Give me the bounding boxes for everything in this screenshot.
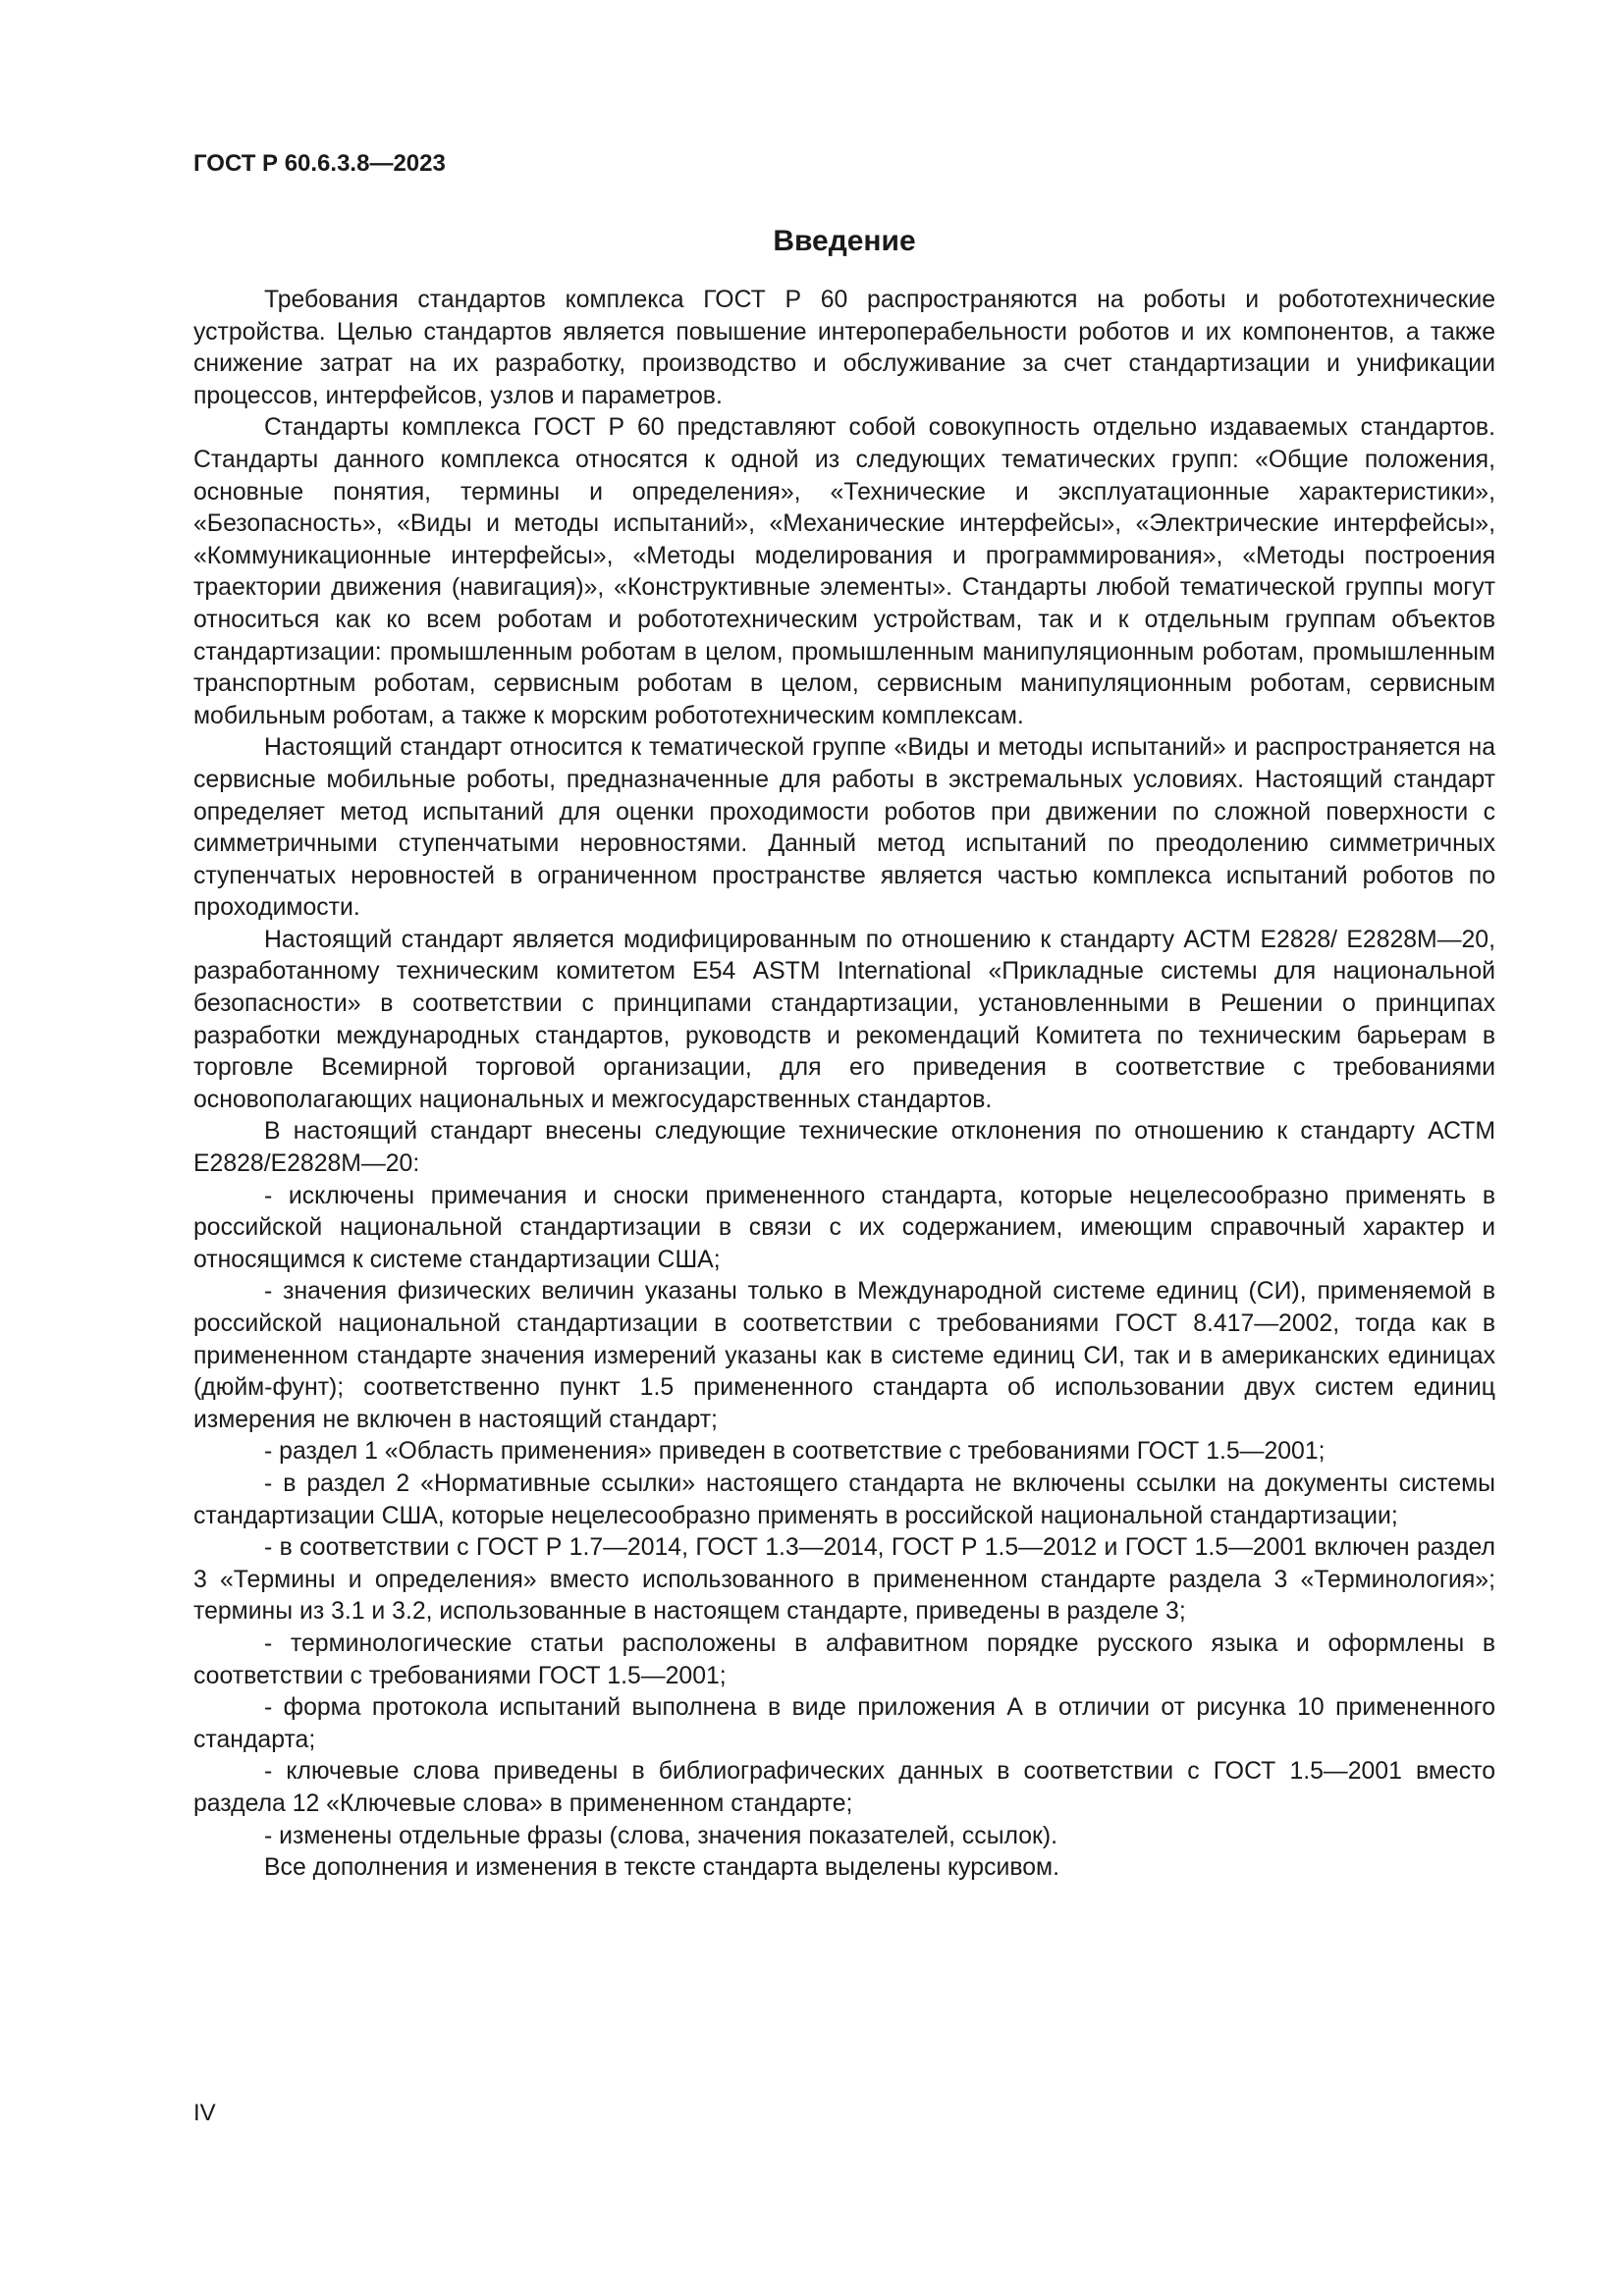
paragraph: Стандарты комплекса ГОСТ Р 60 представляют собой совокупность отдельно издаваемых стандартов. Стандарты данного комплекса относятся к одной из следующих тематических групп: «Общие положения, основные понятия, термины и определения», «Технические и эксплуатационные характеристики», «Безопасность», «Виды и методы испытаний», «Механические интерфейсы», «Электрические интерфейсы», «Коммуникационные интерфейсы», «Методы моделирования и программирования», «Методы построения траектории движения (навигация)», «Конструктивные элементы». Стандарты любой тематической группы могут относиться как ко всем роботам и робототехническим устройствам, так и к отдельным группам объектов стандартизации: промышленным роботам в целом, промышленным манипуляционным роботам, промышленным транспортным роботам, сервисным роботам в целом, сервисным манипуляционным роботам, сервисным мобильным роботам, а также к морским робототехническим комплексам. [193,414,1495,729]
paragraph: Настоящий стандарт относится к тематической группе «Виды и методы испытаний» и распространяется на сервисные мобильные роботы, предназначенные для работы в экстремальных условиях. Настоящий стандарт определяет метод испытаний для оценки проходимости роботов при движении по сложной поверхности с симметричными ступенчатыми неровностями. Данный метод испытаний по преодолению симметричных ступенчатых неровностей в ограниченном пространстве является частью комплекса испытаний роботов по проходимости. [193,734,1495,922]
section-title: Введение [773,225,916,257]
page-number: IV [193,2100,216,2126]
list-item: - исключены примечания и сноски примененного стандарта, которые нецелесообразно применять в российской национальной стандартизации в связи с их содержанием, имеющим справочный характер и относящимся к системе стандартизации США; [193,1182,1495,1273]
document-body [193,285,1495,1885]
paragraph: В настоящий стандарт внесены следующие технические отклонения по отношению к стандарту АСТМ Е2828/Е2828М—20: [193,1118,1495,1178]
list-item: - терминологические статьи расположены в алфавитном порядке русского языка и оформлены в соответствии с требованиями ГОСТ 1.5—2001; [193,1629,1495,1689]
paragraph: Все дополнения и изменения в тексте стандарта выделены курсивом. [264,1854,1059,1882]
list-item: - ключевые слова приведены в библиографических данных в соответствии с ГОСТ 1.5—2001 вместо раздела 12 «Ключевые слова» в примененном стандарте; [193,1758,1495,1817]
list-item: - изменены отдельные фразы (слова, значения показателей, ссылок). [264,1822,1058,1849]
standard-code-header: ГОСТ Р 60.6.3.8—2023 [193,150,446,177]
list-item: - раздел 1 «Область применения» приведен в соответствие с требованиями ГОСТ 1.5—2001; [264,1438,1326,1466]
paragraph: Настоящий стандарт является модифицированным по отношению к стандарту АСТМ Е2828/ Е2828М—20, разработанному техническим комитетом Е54 ASTM International «Прикладные системы для национальной безопасности» в соответствии с принципами стандартизации, установленными в Решении о принципах разработки международных стандартов, руководств и рекомендаций Комитета по техническим барьерам в торговле Всемирной торговой организации, для его приведения в соответствие с требованиями основополагающих национальных и межгосударственных стандартов. [193,926,1495,1113]
paragraph: Требования стандартов комплекса ГОСТ Р 60 распространяются на роботы и робототехнические устройства. Целью стандартов является повышение интероперабельности роботов и их компонентов, а также снижение затрат на их разработку, производство и обслуживание за счет стандартизации и унификации процессов, интерфейсов, узлов и параметров. [193,287,1495,409]
list-item: - значения физических величин указаны только в Международной системе единиц (СИ), применяемой в российской национальной стандартизации в соответствии с требованиями ГОСТ 8.417—2002, тогда как в примененном стандарте значения измерений указаны как в системе единиц СИ, так и в американских единицах (дюйм-фунт); соответственно пункт 1.5 примененного стандарта об использовании двух систем единиц измерения не включен в настоящий стандарт; [193,1278,1495,1433]
list-item: - в раздел 2 «Нормативные ссылки» настоящего стандарта не включены ссылки на документы системы стандартизации США, которые нецелесообразно применять в российской национальной стандартизации; [193,1469,1495,1529]
list-item: - форма протокола испытаний выполнена в виде приложения А в отличии от рисунка 10 примененного стандарта; [193,1694,1495,1753]
list-item: - в соответствии с ГОСТ Р 1.7—2014, ГОСТ 1.3—2014, ГОСТ Р 1.5—2012 и ГОСТ 1.5—2001 включен раздел 3 «Термины и определения» вместо использованного в примененном стандарте раздела 3 «Терминология»; термины из 3.1 и 3.2, использованные в настоящем стандарте, приведены в разделе 3; [193,1534,1495,1626]
